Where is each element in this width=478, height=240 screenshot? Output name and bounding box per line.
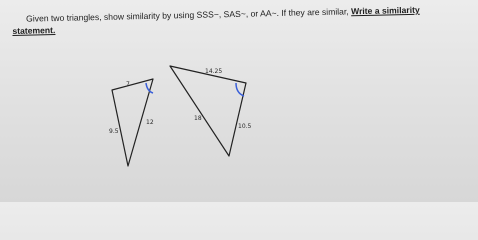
triangle-left-label-right: 12 bbox=[146, 119, 154, 126]
triangle-right-label-left: 18 bbox=[194, 115, 202, 122]
triangle-left bbox=[109, 79, 154, 166]
triangle-right-label-right: 10.5 bbox=[238, 123, 252, 130]
triangle-left-label-left: 9.5 bbox=[109, 128, 119, 135]
prompt-emphasis: Write a similarity bbox=[350, 4, 420, 17]
triangle-right-angle-mark bbox=[236, 83, 244, 96]
triangle-right-label-top: 14.25 bbox=[205, 68, 223, 75]
prompt-line-2: statement. bbox=[12, 25, 56, 36]
triangle-right-outline bbox=[170, 66, 246, 156]
prompt-text: Given two triangles, show similarity by using SSS~, SAS~, or AA~. If they are similar, bbox=[25, 6, 352, 24]
triangle-right bbox=[170, 66, 252, 156]
triangle-left-label-top: 7 bbox=[126, 81, 130, 88]
